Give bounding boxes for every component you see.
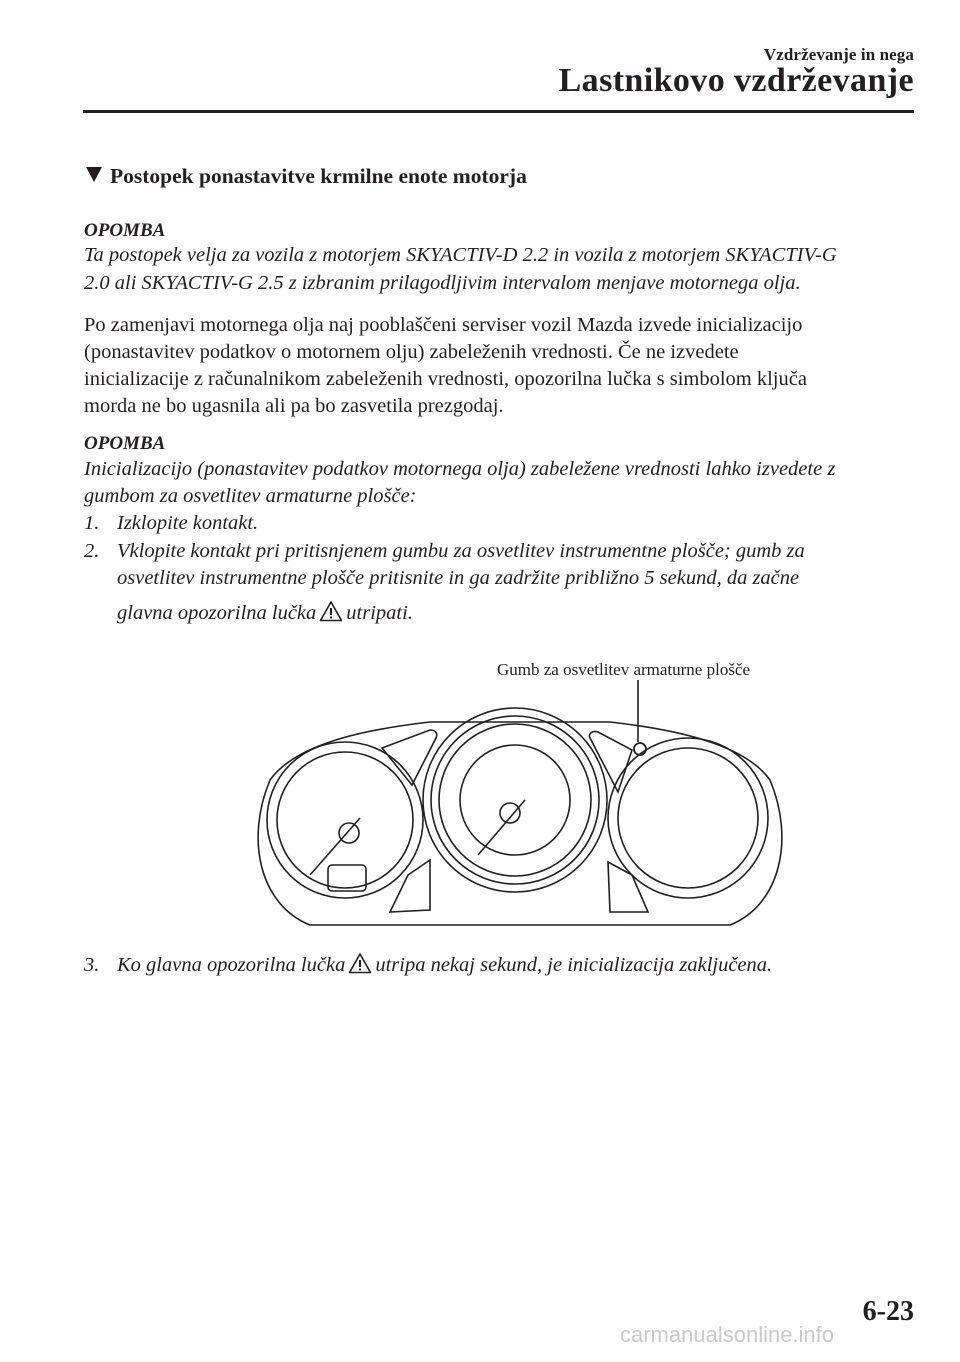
header-rule [83,110,914,113]
section-heading-text: Postopek ponastavitve krmilne enote motorja [110,164,527,188]
indicator-left-bottom [390,860,430,912]
left-gauge-needle [310,818,360,875]
note-label: OPOMBA [84,433,166,454]
center-gauge-outer-3 [439,724,591,876]
left-gauge-hub [339,823,359,843]
note-text-line: Inicializacijo (ponastavitev podatkov motornega olja) zabeležene vrednosti lahko izvedete z [84,458,836,480]
callout-label: Gumb za osvetlitev armaturne plošče [497,660,751,679]
step-text: Vklopite kontakt pri pritisnjenem gumbu za osvetlitev instrumentne plošče; gumb za [117,540,805,562]
right-gauge-outer [608,738,768,898]
section-heading [86,164,527,189]
section-label: Vzdrževanje in nega [763,45,914,64]
body-line: Po zamenjavi motornega olja naj pooblaščeni serviser vozil Mazda izvede inicializacijo [84,314,803,336]
step-text-part: glavna opozorilna lučka [117,602,317,624]
note-label: OPOMBA [84,220,166,241]
center-gauge-dial [460,745,570,855]
body-line: morda ne bo ugasnila ali pa bo zasvetila prezgodaj. [84,395,504,417]
note-text-line: gumbom za osvetlitev armaturne plošče: [84,485,417,507]
center-gauge-outer-2 [431,716,599,884]
step-text-part: utripati. [346,602,413,624]
center-gauge-hub [500,803,520,823]
step-text [117,952,772,983]
warning-triangle-icon [319,600,343,631]
step-text: Izklopite kontakt. [117,512,259,534]
step-text-part: Ko glavna opozorilna lučka [117,954,346,976]
step-text [117,600,413,631]
watermark: carmanualsonline.info [620,1322,835,1347]
note-text-line: Ta postopek velja za vozila z motorjem SKYACTIV-D 2.2 in vozila z motorjem SKYACTIV-G [84,244,837,266]
right-gauge-inner [618,748,758,888]
step-number: 2. [84,540,100,562]
body-line: inicializacije z računalnikom zabeleženih vrednosti, opozorilna lučka s simbolom ključa [84,368,807,390]
step-text-part: utripa nekaj sekund, je inicializacija zaključena. [375,954,773,976]
center-gauge-outer-1 [423,708,607,892]
indicator-right-top [589,731,632,792]
instrument-cluster-diagram [240,650,800,950]
triangle-down-icon [86,167,102,182]
body-line: (ponastavitev podatkov o motornem olju) zabeleženih vrednosti. Če ne izvedete [84,341,739,363]
indicator-right-bottom [608,862,648,912]
step-number: 3. [84,954,100,976]
left-gauge-outer [267,742,423,898]
note-text-line: 2.0 ali SKYACTIV-G 2.5 z izbranim prilagodljivim intervalom menjave motornega olja. [84,272,801,294]
step-number: 1. [84,512,100,534]
left-gauge-inner [277,752,413,888]
chapter-title: Lastnikovo vzdrževanje [558,62,914,99]
step-text: osvetlitev instrumentne plošče pritisnite in ga zadržite približno 5 sekund, da začne [117,567,800,589]
page-number: 6-23 [862,1296,914,1327]
warning-triangle-icon [348,952,372,983]
